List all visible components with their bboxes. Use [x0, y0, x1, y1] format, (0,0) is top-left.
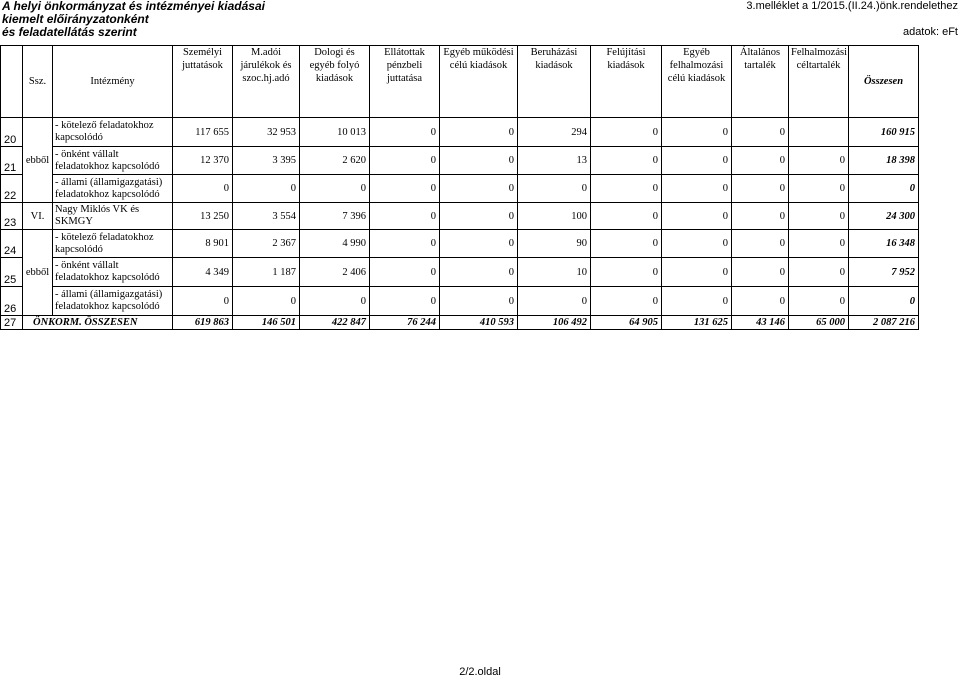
title-line-3: és feladatellátás szerint	[2, 25, 137, 39]
value-cell: 0	[370, 230, 440, 258]
grand-total-cell: 619 863	[173, 316, 233, 330]
value-cell: 8 901	[173, 230, 233, 258]
value-cell: 12 370	[173, 147, 233, 175]
intezmeny-header: Intézmény	[53, 46, 173, 118]
page-number: 2/2.oldal	[459, 666, 501, 678]
grand-total-cell: 2 087 216	[849, 316, 919, 330]
ssz-header: Ssz.	[23, 46, 53, 118]
grand-total-cell: 146 501	[233, 316, 300, 330]
row-number: 23	[1, 203, 23, 230]
table-row	[1, 203, 919, 230]
row-label: - kötelező feladatokhoz kapcsolódó	[53, 230, 173, 258]
value-cell: 0	[662, 118, 732, 147]
value-cell: 0	[233, 287, 300, 316]
value-cell: 100	[518, 203, 591, 230]
value-cell: 3 554	[233, 203, 300, 230]
value-cell: 13 250	[173, 203, 233, 230]
col-beruhazasi-header: Beruházási kiadások	[518, 46, 591, 118]
grand-total-cell: 131 625	[662, 316, 732, 330]
grand-total-cell: 422 847	[300, 316, 370, 330]
row-number: 24	[1, 230, 23, 258]
value-cell: 0	[789, 287, 849, 316]
table-row	[1, 287, 919, 316]
value-cell: 7 396	[300, 203, 370, 230]
value-cell: 90	[518, 230, 591, 258]
value-cell: 0	[732, 258, 789, 287]
value-cell: 0	[440, 175, 518, 203]
value-cell: 3 395	[233, 147, 300, 175]
grand-total-row	[1, 316, 919, 330]
grand-total-cell: 64 905	[591, 316, 662, 330]
col-egyeb-mukodesi-header: Egyéb működési célú kiadások	[440, 46, 518, 118]
annex-reference: 3.melléklet a 1/2015.(II.24.)önk.rendelethez	[746, 0, 958, 12]
table-row	[1, 230, 919, 258]
grand-total-label: ÖNKORM. ÖSSZESEN	[23, 316, 173, 330]
value-cell: 0	[591, 258, 662, 287]
value-cell: 0	[370, 175, 440, 203]
document-title	[2, 0, 265, 39]
row-total-cell: 160 915	[849, 118, 919, 147]
row-total-cell: 24 300	[849, 203, 919, 230]
value-cell: 0	[440, 118, 518, 147]
value-cell: 0	[591, 203, 662, 230]
row-number: 21	[1, 147, 23, 175]
value-cell: 0	[440, 230, 518, 258]
value-cell: 4 990	[300, 230, 370, 258]
value-cell: 0	[789, 230, 849, 258]
value-cell: 0	[591, 287, 662, 316]
group-label: ebből	[23, 118, 53, 203]
value-cell: 0	[732, 118, 789, 147]
value-cell: 10 013	[300, 118, 370, 147]
table-row	[1, 175, 919, 203]
value-cell: 0	[732, 175, 789, 203]
value-cell: 0	[789, 147, 849, 175]
value-cell: 0	[440, 287, 518, 316]
value-cell: 0	[662, 175, 732, 203]
value-cell: 117 655	[173, 118, 233, 147]
row-number: 22	[1, 175, 23, 203]
value-cell: 0	[370, 118, 440, 147]
value-cell: 2 406	[300, 258, 370, 287]
value-cell: 0	[233, 175, 300, 203]
value-cell: 0	[662, 230, 732, 258]
value-cell: 0	[662, 203, 732, 230]
title-line-2: kiemelt előirányzatonként	[2, 12, 149, 26]
row-total-cell: 18 398	[849, 147, 919, 175]
group-label: VI.	[23, 203, 53, 230]
rowno-header	[1, 46, 23, 118]
col-felujitasi-header: Felújítási kiadások	[591, 46, 662, 118]
row-number: 20	[1, 118, 23, 147]
value-cell: 4 349	[173, 258, 233, 287]
value-cell: 0	[732, 230, 789, 258]
value-cell: 0	[591, 147, 662, 175]
grand-total-cell: 106 492	[518, 316, 591, 330]
group-label: ebből	[23, 230, 53, 316]
value-cell: 0	[300, 175, 370, 203]
value-cell: 0	[591, 230, 662, 258]
value-cell: 0	[789, 203, 849, 230]
row-number: 25	[1, 258, 23, 287]
col-altalanos-tartalek-header: Általános tartalék	[732, 46, 789, 118]
row-label: Nagy Miklós VK és SKMGY	[53, 203, 173, 230]
value-cell	[789, 118, 849, 147]
col-dologi-header: Dologi és egyéb folyó kiadások	[300, 46, 370, 118]
table-row	[1, 118, 919, 147]
col-egyeb-felhalmozasi-header: Egyéb felhalmozási célú kiadások	[662, 46, 732, 118]
value-cell: 0	[370, 203, 440, 230]
title-line-1: A helyi önkormányzat és intézményei kiadásai	[2, 0, 265, 13]
expenditure-table	[0, 45, 919, 330]
value-cell: 0	[370, 147, 440, 175]
unit-label: adatok: eFt	[902, 26, 958, 38]
value-cell: 0	[518, 287, 591, 316]
value-cell: 2 620	[300, 147, 370, 175]
value-cell: 0	[591, 175, 662, 203]
col-szemelyi-header: Személyi juttatások	[173, 46, 233, 118]
value-cell: 0	[662, 258, 732, 287]
value-cell: 0	[662, 287, 732, 316]
value-cell: 0	[370, 287, 440, 316]
value-cell: 0	[440, 258, 518, 287]
table-row	[1, 258, 919, 287]
row-total-cell: 0	[849, 175, 919, 203]
col-ellatottak-header: Ellátottak pénzbeli juttatása	[370, 46, 440, 118]
value-cell: 0	[440, 203, 518, 230]
value-cell: 13	[518, 147, 591, 175]
value-cell: 32 953	[233, 118, 300, 147]
value-cell: 2 367	[233, 230, 300, 258]
row-total-cell: 0	[849, 287, 919, 316]
value-cell: 0	[662, 147, 732, 175]
value-cell: 1 187	[233, 258, 300, 287]
value-cell: 10	[518, 258, 591, 287]
grand-total-cell: 76 244	[370, 316, 440, 330]
value-cell: 0	[591, 118, 662, 147]
row-number: 26	[1, 287, 23, 316]
row-label: - kötelező feladatokhoz kapcsolódó	[53, 118, 173, 147]
header-row	[1, 46, 919, 118]
row-label: - állami (államigazgatási) feladatokhoz kapcsolódó	[53, 175, 173, 203]
col-jarulekok-header: M.adói járulékok és szoc.hj.adó	[233, 46, 300, 118]
col-felhalmozasi-celtartalek-header: Felhalmozási céltartalék	[789, 46, 849, 118]
col-osszesen-header: Összesen	[849, 46, 919, 118]
table-row	[1, 147, 919, 175]
value-cell: 0	[732, 147, 789, 175]
value-cell: 0	[440, 147, 518, 175]
value-cell: 0	[732, 287, 789, 316]
value-cell: 0	[789, 175, 849, 203]
value-cell: 0	[300, 287, 370, 316]
value-cell: 294	[518, 118, 591, 147]
grand-total-cell: 410 593	[440, 316, 518, 330]
grand-total-cell: 65 000	[789, 316, 849, 330]
row-label: - önként vállalt feladatokhoz kapcsolódó	[53, 147, 173, 175]
row-number: 27	[1, 316, 23, 330]
value-cell: 0	[173, 287, 233, 316]
row-total-cell: 16 348	[849, 230, 919, 258]
grand-total-cell: 43 146	[732, 316, 789, 330]
row-label: - állami (államigazgatási) feladatokhoz kapcsolódó	[53, 287, 173, 316]
value-cell: 0	[732, 203, 789, 230]
value-cell: 0	[518, 175, 591, 203]
value-cell: 0	[370, 258, 440, 287]
value-cell: 0	[789, 258, 849, 287]
value-cell: 0	[173, 175, 233, 203]
row-total-cell: 7 952	[849, 258, 919, 287]
row-label: - önként vállalt feladatokhoz kapcsolódó	[53, 258, 173, 287]
